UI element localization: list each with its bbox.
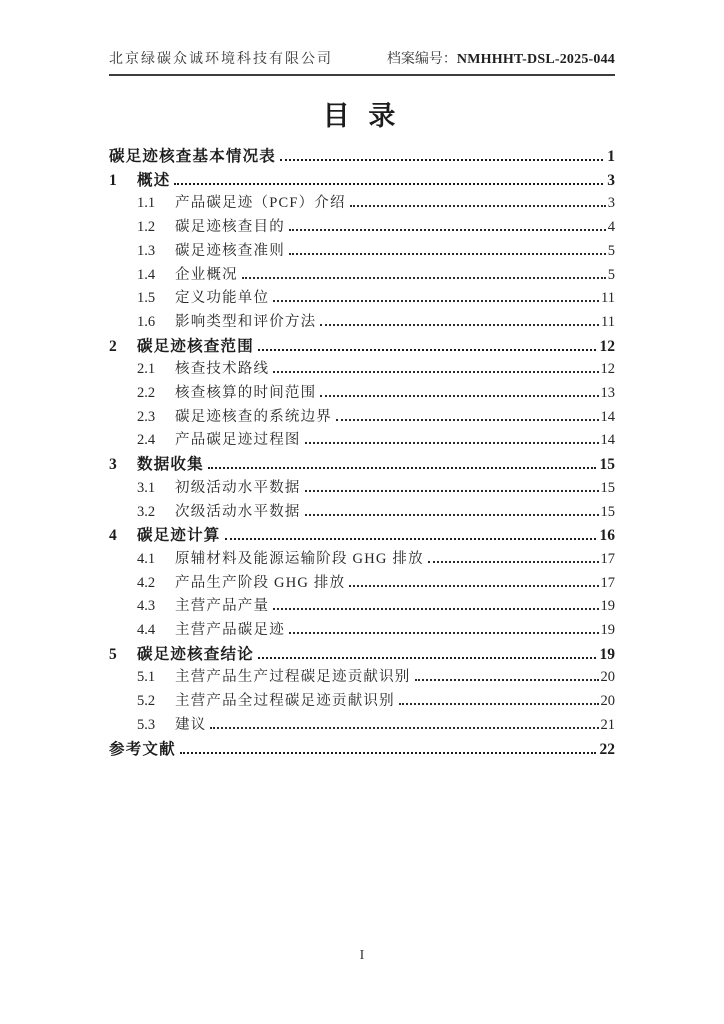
toc-entry-label: 碳足迹计算: [137, 527, 221, 545]
toc-leader-dots: [399, 703, 599, 705]
toc-leader-dots: [208, 467, 596, 469]
toc-entry-label: 碳足迹核查结论: [137, 645, 254, 663]
toc-leader-dots: [305, 442, 599, 444]
toc-entry-page: 11: [601, 290, 615, 307]
toc-entry-label: 次级活动水平数据: [175, 503, 301, 520]
toc-entry-label: 碳足迹核查基本情况表: [109, 148, 277, 165]
toc-entry[interactable]: [109, 192, 615, 216]
toc-entry-label: 企业概况: [175, 266, 238, 283]
toc-entry[interactable]: [109, 666, 615, 690]
toc-entry[interactable]: [109, 264, 615, 288]
toc-leader-dots: [336, 419, 599, 421]
toc-entry[interactable]: [109, 738, 615, 762]
toc-leader-dots: [273, 608, 598, 610]
toc-entry-number: 1.3: [137, 242, 156, 259]
toc-entry[interactable]: [109, 406, 615, 430]
toc-entry-label: 主营产品全过程碳足迹贡献识别: [175, 693, 395, 710]
toc-entry-number: 4.3: [137, 598, 156, 615]
toc-entry[interactable]: [109, 382, 615, 406]
toc-entry-number: 4.2: [137, 574, 156, 591]
toc-entry-page: 4: [607, 219, 615, 236]
toc-entry-label: 主营产品产量: [175, 598, 270, 615]
toc-entry-page: 1: [607, 148, 615, 165]
toc-entry[interactable]: [109, 429, 615, 453]
toc-leader-dots: [305, 514, 599, 516]
toc-leader-dots: [280, 159, 603, 161]
toc-entry-page: 15: [600, 503, 615, 520]
toc-entry[interactable]: [109, 169, 615, 193]
toc-entry-label: 数据收集: [137, 456, 204, 474]
toc-entry-label: 影响类型和评价方法: [175, 313, 317, 330]
toc-leader-dots: [350, 205, 606, 207]
toc-entry[interactable]: [109, 548, 615, 572]
toc-entry-number: 4.4: [137, 622, 156, 639]
toc-leader-dots: [258, 657, 596, 659]
toc-entry-number: 2: [109, 337, 117, 355]
toc-entry-number: 4.1: [137, 550, 156, 567]
toc-entry[interactable]: [109, 619, 615, 643]
toc-entry-label: 主营产品生产过程碳足迹贡献识别: [175, 669, 411, 686]
toc-title: 目 录: [322, 101, 402, 131]
toc-entry-label: 建议: [175, 716, 207, 733]
toc-entry-number: 2.1: [137, 361, 156, 378]
toc-leader-dots: [210, 727, 598, 729]
toc-entry-label: 产品生产阶段 GHG 排放: [175, 574, 346, 591]
toc-leader-dots: [225, 538, 596, 540]
toc-entry-page: 19: [600, 598, 615, 615]
toc-list: [109, 145, 615, 761]
toc-leader-dots: [180, 752, 596, 754]
toc-entry-number: 1.5: [137, 290, 156, 307]
toc-entry[interactable]: [109, 311, 615, 335]
toc-entry-page: 5: [607, 242, 615, 259]
toc-entry-page: 17: [600, 574, 615, 591]
toc-leader-dots: [428, 561, 599, 563]
toc-entry-number: 5.1: [137, 669, 156, 686]
toc-entry[interactable]: [109, 216, 615, 240]
toc-leader-dots: [273, 371, 598, 373]
toc-entry-number: 1.4: [137, 266, 156, 283]
toc-entry-number: 1.1: [137, 195, 156, 212]
toc-entry[interactable]: [109, 714, 615, 738]
toc-leader-dots: [349, 585, 598, 587]
toc-entry-page: 15: [599, 456, 615, 474]
toc-entry-label: 碳足迹核查范围: [137, 337, 254, 355]
toc-entry-page: 13: [600, 385, 615, 402]
toc-leader-dots: [289, 632, 599, 634]
toc-entry[interactable]: [109, 335, 615, 359]
toc-leader-dots: [415, 679, 599, 681]
toc-entry-label: 参考文献: [109, 740, 176, 758]
company-name: 北京绿碳众诚环境科技有限公司: [109, 52, 333, 67]
toc-entry-number: 3.1: [137, 479, 156, 496]
toc-entry[interactable]: [109, 501, 615, 525]
toc-entry-label: 核查核算的时间范围: [175, 385, 317, 402]
toc-entry-label: 定义功能单位: [175, 290, 270, 307]
toc-entry-label: 概述: [137, 171, 171, 189]
toc-leader-dots: [289, 253, 606, 255]
toc-entry-number: 2.4: [137, 432, 156, 449]
document-header: [109, 48, 615, 76]
toc-leader-dots: [289, 229, 606, 231]
toc-entry-page: 3: [607, 195, 615, 212]
toc-entry[interactable]: [109, 643, 615, 667]
toc-entry-label: 产品碳足迹（PCF）介绍: [175, 195, 346, 212]
toc-entry-page: 16: [599, 527, 615, 545]
toc-entry-page: 17: [600, 550, 615, 567]
toc-leader-dots: [174, 183, 603, 185]
toc-leader-dots: [258, 349, 596, 351]
toc-entry-number: 1: [109, 171, 117, 189]
toc-entry-number: 1.2: [137, 219, 156, 236]
toc-entry-number: 2.2: [137, 385, 156, 402]
toc-entry[interactable]: [109, 690, 615, 714]
toc-entry-page: 19: [600, 622, 615, 639]
toc-entry[interactable]: [109, 358, 615, 382]
toc-entry-page: 3: [607, 171, 615, 189]
toc-entry-page: 12: [599, 337, 615, 355]
toc-entry-page: 21: [600, 716, 615, 733]
archive-label: 档案编号：: [386, 52, 457, 67]
toc-entry[interactable]: [109, 595, 615, 619]
toc-entry[interactable]: [109, 477, 615, 501]
toc-entry-number: 3: [109, 456, 117, 474]
toc-entry-page: 22: [599, 740, 615, 758]
toc-entry-number: 5: [109, 645, 117, 663]
toc-entry-number: 5.3: [137, 716, 156, 733]
toc-leader-dots: [320, 395, 598, 397]
toc-entry-label: 碳足迹核查的系统边界: [175, 408, 332, 425]
toc-leader-dots: [273, 300, 599, 302]
toc-entry[interactable]: [109, 453, 615, 477]
toc-entry-number: 1.6: [137, 313, 156, 330]
archive-number: NMHHHT-DSL-2025-044: [456, 52, 615, 67]
toc-entry-page: 19: [599, 645, 615, 663]
toc-entry-label: 初级活动水平数据: [175, 479, 301, 496]
toc-entry-label: 产品碳足迹过程图: [175, 432, 301, 449]
toc-entry-page: 20: [600, 669, 615, 686]
toc-leader-dots: [305, 490, 599, 492]
toc-entry[interactable]: [109, 287, 615, 311]
toc-leader-dots: [320, 324, 599, 326]
toc-entry-page: 14: [600, 408, 615, 425]
archive-number-field: [387, 48, 615, 68]
toc-entry-page: 20: [600, 693, 615, 710]
toc-entry-page: 5: [607, 266, 615, 283]
toc-entry-number: 3.2: [137, 503, 156, 520]
toc-entry-number: 5.2: [137, 693, 156, 710]
toc-entry-number: 4: [109, 527, 117, 545]
toc-entry-page: 14: [600, 432, 615, 449]
toc-entry-number: 2.3: [137, 408, 156, 425]
toc-entry-label: 核查技术路线: [175, 361, 270, 378]
page-number: I: [359, 948, 365, 963]
toc-entry-page: 15: [600, 479, 615, 496]
toc-entry-label: 碳足迹核查目的: [175, 219, 285, 236]
toc-entry-label: 原辅材料及能源运输阶段 GHG 排放: [175, 550, 424, 567]
toc-entry-label: 碳足迹核查准则: [175, 242, 285, 259]
toc-entry-page: 12: [600, 361, 615, 378]
toc-entry-page: 11: [601, 313, 615, 330]
toc-entry[interactable]: [109, 524, 615, 548]
toc-entry-label: 主营产品碳足迹: [175, 622, 285, 639]
toc-leader-dots: [242, 277, 606, 279]
toc-entry[interactable]: [109, 145, 615, 169]
toc-entry[interactable]: [109, 572, 615, 596]
toc-entry[interactable]: [109, 240, 615, 264]
